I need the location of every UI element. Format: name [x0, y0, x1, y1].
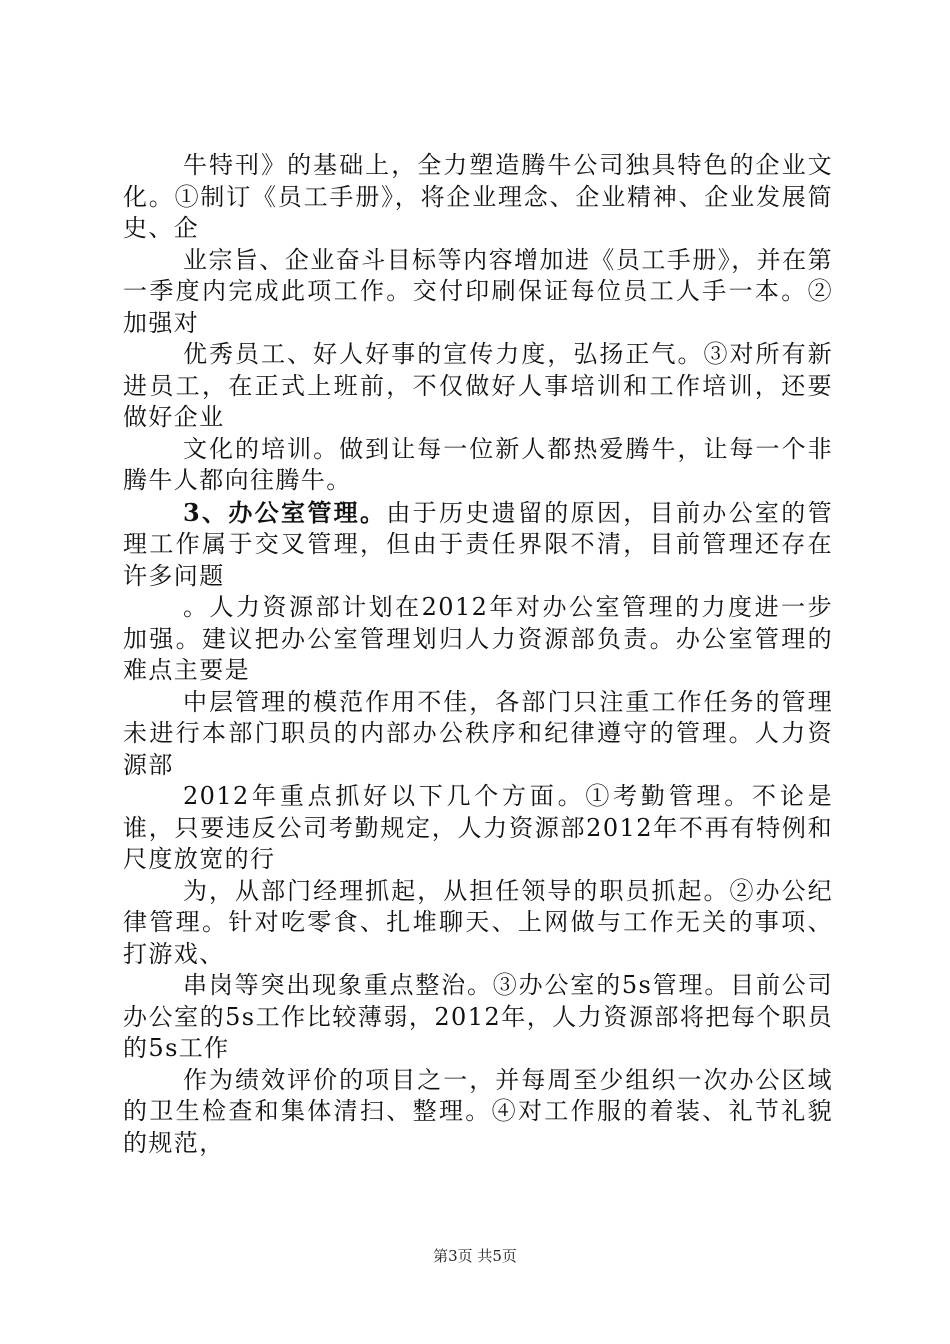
- paragraph-text: 文化的培训。做到让每一位新人都热爱腾牛，让每一个非腾牛人都向往腾牛。: [123, 434, 833, 494]
- page-footer: [0, 1245, 950, 1266]
- paragraph-text: 作为绩效评价的项目之一，并每周至少组织一次办公区域的卫生检查和集体清扫、整理。④对工作服的着装、礼节礼貌的规范，: [123, 1065, 833, 1157]
- paragraph-text: 2012年重点抓好以下几个方面。①考勤管理。不论是谁，只要违反公司考勤规定，人力资源部2012年不再有特例和尺度放宽的行: [123, 782, 833, 873]
- paragraph-text: 串岗等突出现象重点整治。③办公室的5s管理。目前公司办公室的5s工作比较薄弱，2012年，人力资源部将把每个职员的5s工作: [123, 971, 833, 1062]
- paragraph: [123, 150, 833, 245]
- paragraph: [123, 687, 833, 782]
- paragraph-text: 为，从部门经理抓起，从担任领导的职员抓起。②办公纪律管理。针对吃零食、扎堆聊天、上网做与工作无关的事项、打游戏、: [123, 876, 833, 968]
- document-body: [123, 150, 833, 1159]
- paragraph: [123, 339, 833, 434]
- paragraph: [123, 781, 833, 876]
- paragraph-text: 。人力资源部计划在2012年对办公室管理的力度进一步加强。建议把办公室管理划归人力资源部负责。办公室管理的难点主要是: [123, 593, 833, 684]
- paragraph-text: 由于历史遗留的原因，目前办公室的管理工作属于交叉管理，但由于责任界限不清，目前管理还存在许多问题: [123, 498, 833, 590]
- page-number: 第3页 共5页: [433, 1247, 517, 1265]
- paragraph: [123, 434, 833, 497]
- paragraph: [123, 970, 833, 1065]
- paragraph-text: 优秀员工、好人好事的宣传力度，弘扬正气。③对所有新进员工，在正式上班前，不仅做好人事培训和工作培训，还要做好企业: [123, 340, 833, 431]
- paragraph: [123, 245, 833, 340]
- paragraph-text: 业宗旨、企业奋斗目标等内容增加进《员工手册》，并在第一季度内完成此项工作。交付印刷保证每位员工人手一本。②加强对: [123, 245, 833, 337]
- paragraph: [123, 876, 833, 971]
- paragraph-text: 中层管理的模范作用不佳，各部门只注重工作任务的管理未进行本部门职员的内部办公秩序和纪律遵守的管理。人力资源部: [123, 687, 833, 779]
- paragraph: [123, 592, 833, 687]
- section-paragraph: [123, 497, 833, 593]
- section-heading: 3、办公室管理。: [183, 497, 387, 527]
- paragraph: [123, 1065, 833, 1160]
- paragraph-text: 牛特刊》的基础上，全力塑造腾牛公司独具特色的企业文化。①制订《员工手册》，将企业理念、企业精神、企业发展简史、企: [123, 151, 833, 242]
